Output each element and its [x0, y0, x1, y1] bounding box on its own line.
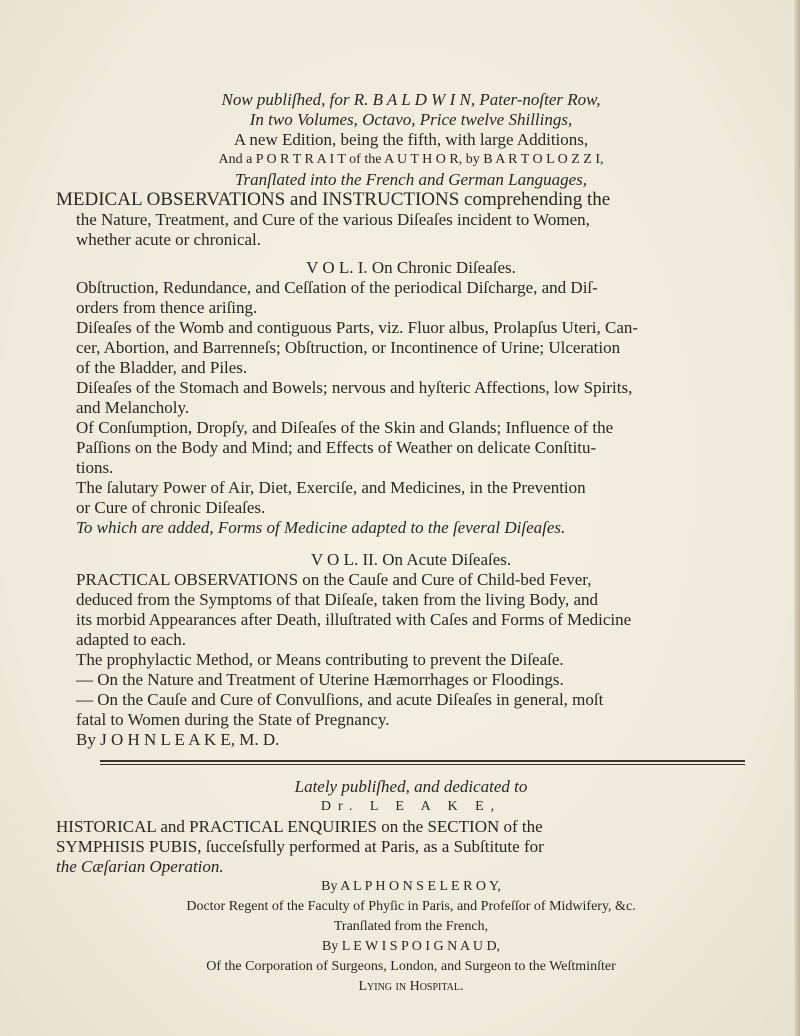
- dedicatee-line: Dr. L E A K E,: [320, 799, 502, 814]
- book2-title-line-3: the Cæſarian Operation.: [56, 857, 224, 876]
- vol2-line: fatal to Women during the State of Pregnancy.: [76, 710, 390, 729]
- vol2-line: PRACTICAL OBSERVATIONS on the Cauſe and Cure of Child-bed Fever,: [76, 570, 592, 589]
- vol1-line: The ſalutary Power of Air, Diet, Exerciſe, and Medicines, in the Prevention: [76, 478, 586, 497]
- vol2-line: its morbid Appearances after Death, illuſtrated with Caſes and Forms of Medicine: [76, 610, 632, 629]
- vol1-line: Paſſions on the Body and Mind; and Effects of Weather on delicate Conſtitu-: [76, 438, 597, 457]
- vol1-line: and Melancholy.: [76, 398, 190, 417]
- vol1-line: tions.: [76, 458, 114, 477]
- vol1-line: Obſtruction, Redundance, and Ceſſation of the periodical Diſcharge, and Diſ-: [76, 278, 598, 297]
- vol2-line: — On the Nature and Treatment of Uterine Hæmorrhages or Floodings.: [76, 670, 564, 689]
- translated-from-line: Tranſlated from the French,: [333, 919, 489, 934]
- vol2-line: — On the Cauſe and Cure of Convulſions, and acute Diſeaſes in general, moſt: [76, 690, 604, 709]
- portrait-line: And a P O R T R A I T of the A U T H O R, by B A R T O L O Z Z I,: [218, 152, 604, 167]
- lately-line: Lately publiſhed, and dedicated to: [294, 777, 528, 796]
- vol1-line: To which are added, Forms of Medicine adapted to the ſeveral Diſeaſes.: [76, 518, 566, 537]
- vol2-line: The prophylactic Method, or Means contributing to prevent the Diſeaſe.: [76, 650, 564, 669]
- book1-author: By J O H N L E A K E, M. D.: [76, 730, 280, 749]
- vol1-line: Of Conſumption, Dropſy, and Diſeaſes of the Skin and Glands; Influence of the: [76, 418, 614, 437]
- vol1-line: of the Bladder, and Piles.: [76, 358, 248, 377]
- vol2-line: adapted to each.: [76, 630, 186, 649]
- vol1-line: or Cure of chronic Diſeaſes.: [76, 498, 266, 517]
- hospital-line: Lying in Hospital.: [358, 979, 464, 994]
- book1-title-line-2: the Nature, Treatment, and Cure of the various Diſeaſes incident to Women,: [76, 210, 590, 229]
- book2-title-line-2: SYMPHISIS PUBIS, ſucceſsfully performed at Paris, as a Subſtitute for: [56, 837, 544, 856]
- vol1-line: Diſeaſes of the Womb and contiguous Parts, viz. Fluor albus, Prolapſus Uteri, Can-: [76, 318, 639, 337]
- vol2-line: deduced from the Symptoms of that Diſeaſe, taken from the living Body, and: [76, 590, 599, 609]
- vol2-heading: V O L. II. On Acute Diſeaſes.: [310, 550, 512, 569]
- edition-line: A new Edition, being the fifth, with large Additions,: [233, 130, 589, 149]
- page-edge-shadow: [794, 0, 800, 1036]
- vol1-line: Diſeaſes of the Stomach and Bowels; nervous and hyſteric Affections, low Spirits,: [76, 378, 633, 397]
- book2-author: By A L P H O N S E L E R O Y,: [321, 879, 501, 894]
- volumes-line: In two Volumes, Octavo, Price twelve Shillings,: [249, 110, 573, 129]
- advertisement-text: [56, 90, 766, 997]
- translator-line: By L E W I S P O I G N A U D,: [321, 939, 501, 954]
- vol1-line: orders from thence ariſing.: [76, 298, 258, 317]
- publisher-line: Now publiſhed, for R. B A L D W I N, Pater-noſter Row,: [221, 90, 601, 109]
- section-divider: [100, 760, 745, 765]
- book1-title-line-1: MEDICAL OBSERVATIONS and INSTRUCTIONS comprehending the: [56, 189, 611, 210]
- book2-title-line-1: HISTORICAL and PRACTICAL ENQUIRIES on the SECTION of the: [56, 817, 543, 836]
- book2-author-desc: Doctor Regent of the Faculty of Phyſic in Paris, and Profeſſor of Midwifery, &c.: [186, 899, 636, 914]
- vol1-line: cer, Abortion, and Barrenneſs; Obſtruction, or Incontinence of Urine; Ulceration: [76, 338, 621, 357]
- vol1-heading: V O L. I. On Chronic Diſeaſes.: [306, 258, 516, 277]
- translated-line: Tranſlated into the French and German Languages,: [234, 170, 588, 189]
- book1-title-line-3: whether acute or chronical.: [76, 230, 262, 249]
- translator-desc: Of the Corporation of Surgeons, London, and Surgeon to the Weſtminſter: [206, 959, 616, 974]
